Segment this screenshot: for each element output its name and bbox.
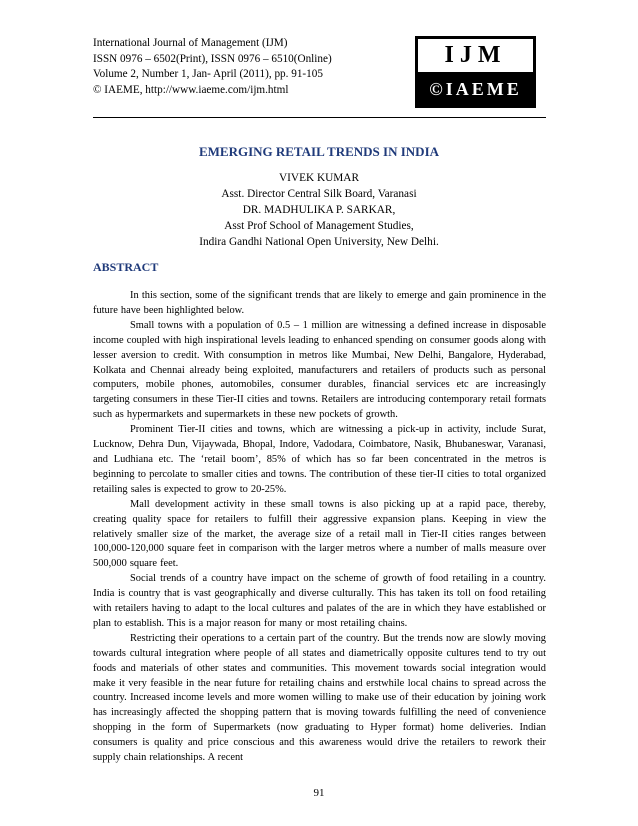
header-line-issn: ISSN 0976 – 6502(Print), ISSN 0976 – 6510(Online): [93, 52, 332, 65]
paragraph: Restricting their operations to a certain part of the country. But the trends now are slowly moving towards cultural integration where people of all states and diametrically opposite cultures tend to try out foods and materials of other states and communities. This movement towards social integration would make it very feasible in the near future for retailing chains and erstwhile local chains to spread across the country. Increased income levels and more women willing to make use of their education by joining work has increasingly affected the shopping pattern that is moving towards fulfilling the need of convenience shopping in the form of Supermarkets (now graduating to Hyper format) home deliveries. Indian consumers is quality and price conscious and this awareness would drive the retailers to rework their supply chain relationships. A recent: [93, 632, 546, 764]
header-divider: [93, 117, 546, 118]
author-name-2: DR. MADHULIKA P. SARKAR,: [242, 204, 396, 216]
journal-logo: [415, 36, 536, 108]
author-affiliation-2b: Indira Gandhi National Open University, New Delhi.: [199, 236, 439, 248]
paper-title: EMERGING RETAIL TRENDS IN INDIA: [198, 144, 440, 159]
paragraph: Social trends of a country have impact on the scheme of growth of food retailing in a country. India is country that is vast geographically and diverse culturally. This has taken its toll on food retailing with retailers having to adapt to the local cultures and palates of the are in which they have established or plan to establish. This is a major reason for many or most retailing chains.: [93, 573, 546, 629]
header-line-url: © IAEME, http://www.iaeme.com/ijm.html: [93, 83, 289, 96]
abstract-body: [93, 289, 546, 766]
author-affiliation-2a: Asst Prof School of Management Studies,: [224, 220, 414, 232]
logo-ijm-text: IJM: [418, 39, 533, 72]
logo-iaeme-text: ©IAEME: [429, 78, 522, 99]
page-number: 91: [313, 787, 325, 799]
author-block: [0, 170, 638, 250]
journal-header: [93, 36, 413, 98]
paragraph: Small towns with a population of 0.5 – 1 million are witnessing a defined increase in disposable income coupled with high inspirational levels leading to enhanced spending on consumer goods along with lesser aversion to credit. With consumption in metros like Mumbai, New Delhi, Bangalore, Hyderabad, Kolkata and Chennai already being exploited, manufacturers and retailers of products such as personal computers, mobile phones, automobiles, consumer durables, financial services etc are increasingly targeting consumers in these Tier-II cities and towns. Retailers are introducing contemporary retail formats such as hypermarkets and supermarkets in these new pockets of growth.: [93, 319, 546, 421]
paragraph: Mall development activity in these small towns is also picking up at a rapid pace, thereby, creating quality space for retailers to fulfill their aggressive expansion plans. Keeping in view the relatively smaller size of the market, the average size of a retail mall in Tier-II cities ranges between 100,000-120,000 square feet in comparison with the larger metros where a number of malls measure over 500,000 square feet.: [93, 498, 546, 570]
author-affiliation-1: Asst. Director Central Silk Board, Varanasi: [221, 188, 417, 200]
author-name-1: VIVEK KUMAR: [278, 172, 360, 184]
header-line-volume: Volume 2, Number 1, Jan- April (2011), pp. 91-105: [93, 68, 323, 80]
paragraph: Prominent Tier-II cities and towns, which are witnessing a pick-up in activity, include Surat, Lucknow, Dehra Dun, Vijaywada, Bhopal, Indore, Vadodara, Coimbatore, Nasik, Bhubaneswar, Varanasi, and Ludhiana etc. The ‘retail boom’, 85% of which has so far been concentrated in the metros is beginning to percolate to smaller cities and towns. The contribution of these tier-II cities to total organized retailing sales is expected to grow to 20-25%.: [93, 424, 546, 495]
header-line-journal: International Journal of Management (IJM): [93, 37, 288, 49]
abstract-heading: ABSTRACT: [93, 260, 159, 274]
paragraph: In this section, some of the significant trends that are likely to emerge and gain prominence in the future have been highlighted below.: [93, 290, 546, 316]
